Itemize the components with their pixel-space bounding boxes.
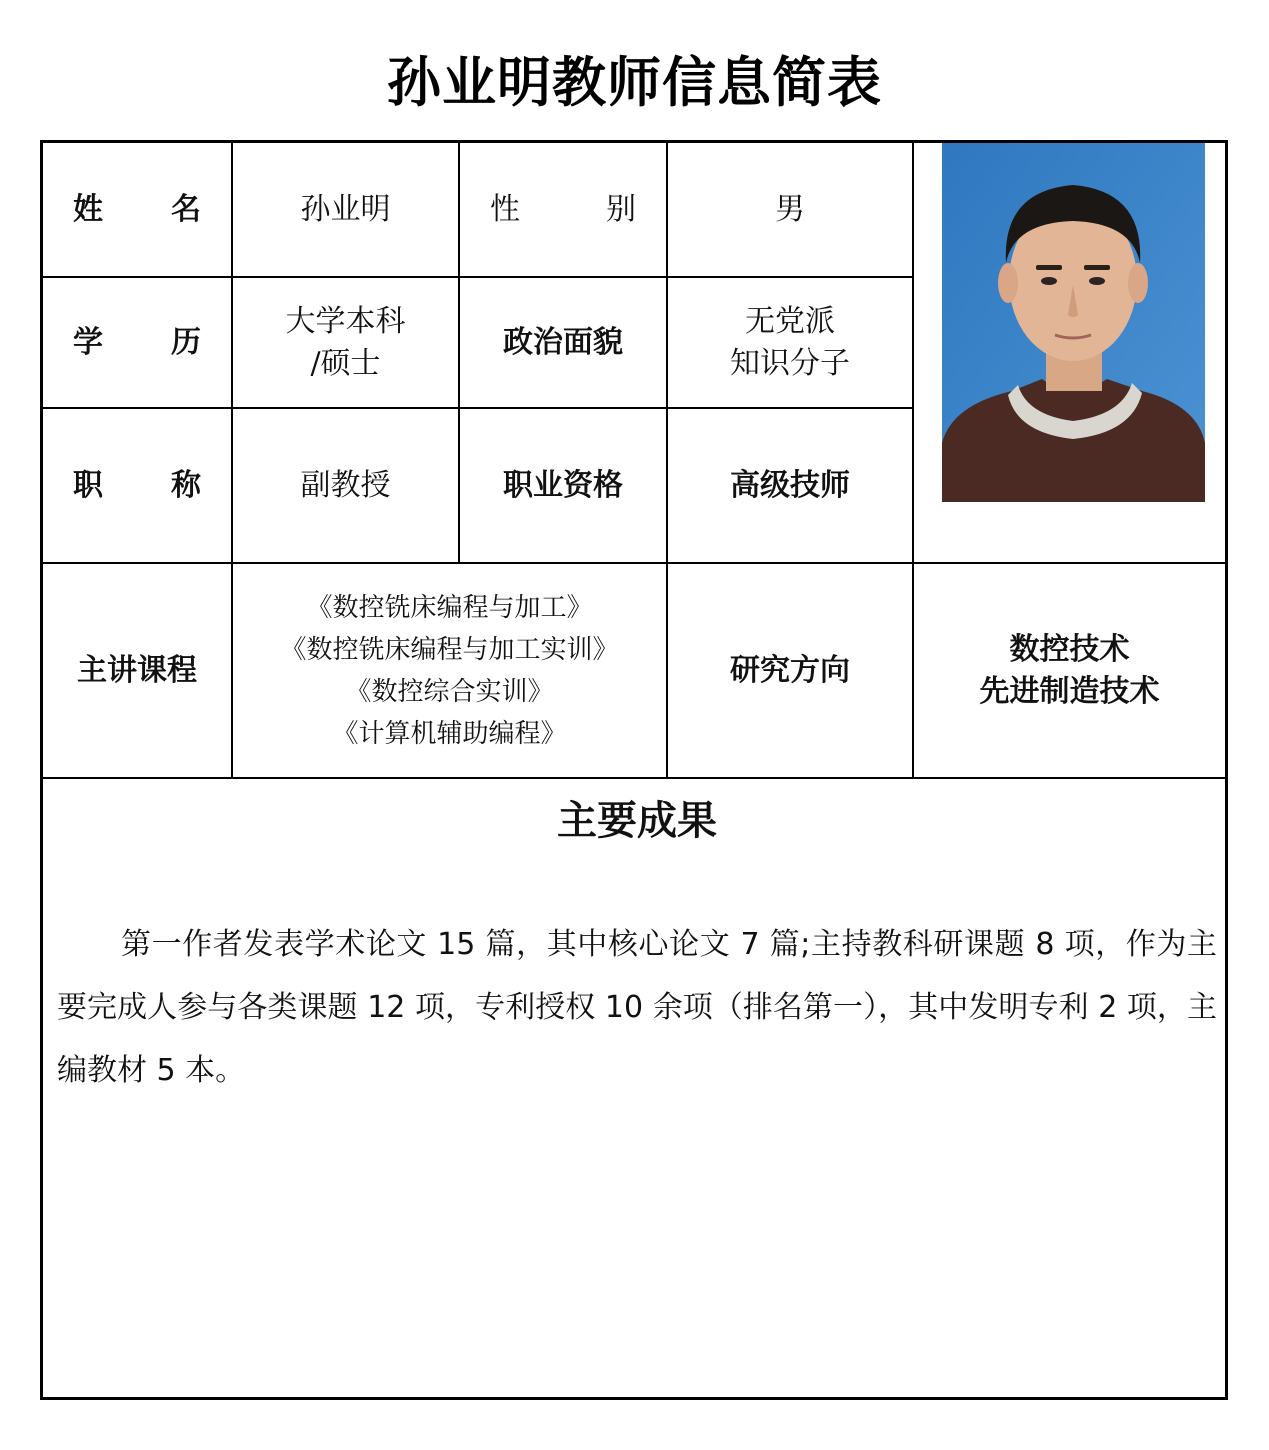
course-item: 《数控综合实训》 <box>345 676 554 707</box>
name-value: 孙业明 <box>233 143 460 278</box>
courses-label: 主讲课程 <box>43 564 233 779</box>
course-item: 《数控铣床编程与加工》 <box>306 592 593 623</box>
politics-label: 政治面貌 <box>460 278 668 409</box>
research-label: 研究方向 <box>668 564 914 779</box>
name-label-char-2: 名 <box>171 191 201 227</box>
teacher-photo <box>942 143 1205 502</box>
courses-list <box>233 564 668 779</box>
qualification-label: 职业资格 <box>460 409 668 564</box>
results-heading: 主要成果 <box>557 797 717 844</box>
politics-value <box>668 278 914 409</box>
page-title: 孙业明教师信息简表 <box>387 51 882 114</box>
education-value <box>233 278 460 409</box>
gender-value: 男 <box>668 143 914 278</box>
info-table <box>40 140 1228 1400</box>
name-label <box>43 143 233 278</box>
title-label-char-1: 职 <box>73 467 103 503</box>
gender-label <box>460 143 668 278</box>
results-text: 第一作者发表学术论文 15 篇，其中核心论文 7 篇;主持教科研课题 8 项，作为主要完成人参与各类课题 12 项，专利授权 10 余项（排名第一），其中发明专利 2 项，主编教材 5 本。 <box>57 927 1217 1088</box>
gender-label-char-2: 别 <box>606 191 636 227</box>
education-value-line-2: /硕士 <box>310 345 381 381</box>
course-item: 《计算机辅助编程》 <box>332 718 567 749</box>
research-item: 数控技术 <box>1009 631 1130 667</box>
research-item: 先进制造技术 <box>979 673 1160 709</box>
qualification-value: 高级技师 <box>668 409 914 564</box>
research-list <box>914 564 1225 779</box>
politics-value-line-1: 无党派 <box>745 303 835 339</box>
title-value: 副教授 <box>233 409 460 564</box>
education-label-char-1: 学 <box>73 324 103 360</box>
education-label <box>43 278 233 409</box>
politics-value-line-2: 知识分子 <box>730 345 850 381</box>
education-value-line-1: 大学本科 <box>285 303 406 339</box>
photo-cell <box>914 143 1225 564</box>
course-item: 《数控铣床编程与加工实训》 <box>280 634 619 665</box>
gender-label-char-1: 性 <box>490 191 520 227</box>
name-label-char-1: 姓 <box>73 191 103 227</box>
education-label-char-2: 历 <box>171 324 201 360</box>
title-label <box>43 409 233 564</box>
title-label-char-2: 称 <box>171 467 201 503</box>
